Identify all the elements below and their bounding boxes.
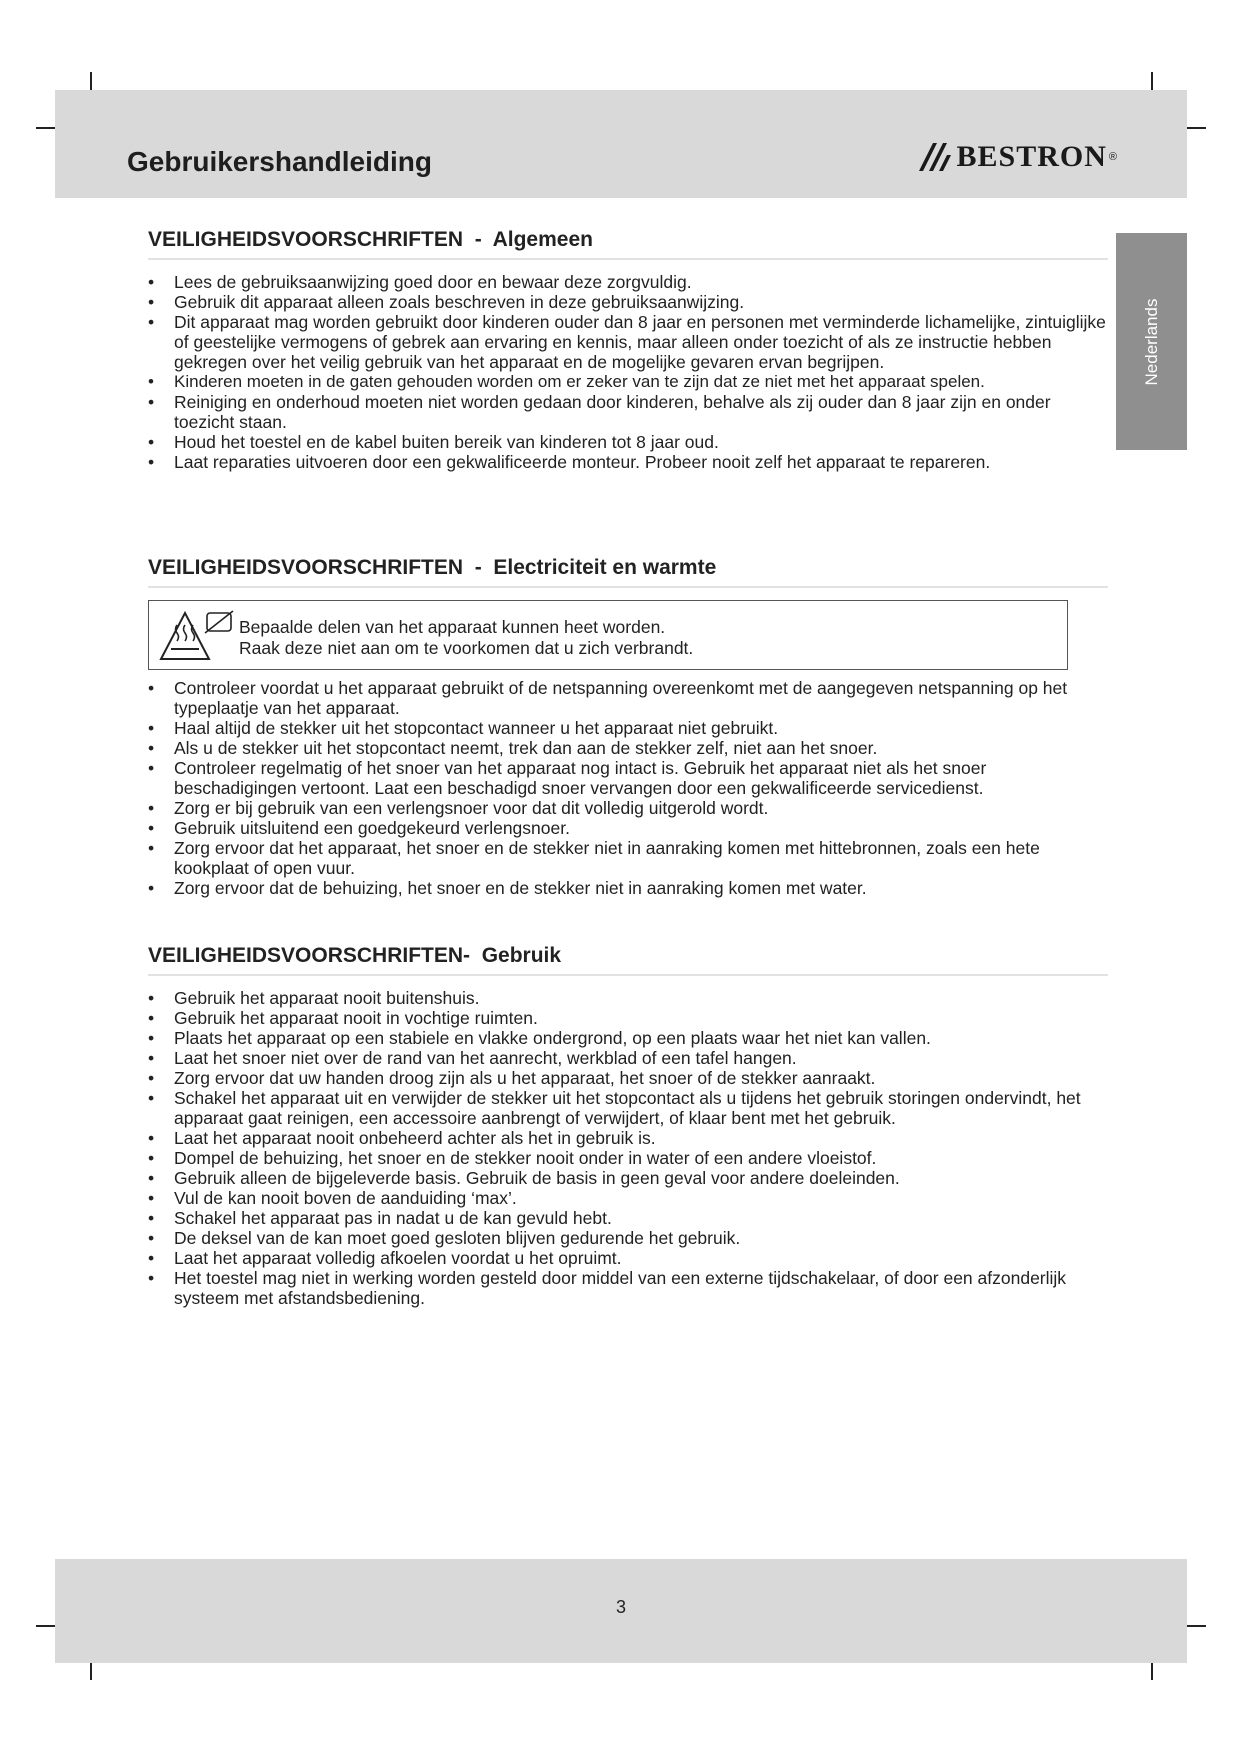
section-title: VEILIGHEIDSVOORSCHRIFTEN - Algemeen — [148, 228, 1108, 260]
warning-text — [239, 617, 693, 659]
list-item: • Houd het toestel en de kabel buiten bereik van kinderen tot 8 jaar oud. — [148, 432, 1108, 452]
brand-name: BESTRON — [956, 140, 1107, 173]
language-tab — [1116, 233, 1187, 450]
list-item: • Gebruik dit apparaat alleen zoals beschreven in deze gebruiksaanwijzing. — [148, 292, 1108, 312]
bullet-list — [148, 678, 1108, 898]
hot-surface-warning-icon — [157, 607, 237, 663]
section-electriciteit — [148, 556, 1108, 898]
list-item: • Reiniging en onderhoud moeten niet worden gedaan door kinderen, behalve als zij ouder dan 8 jaar zijn en onder toezicht staan. — [148, 392, 1108, 432]
list-item: • Laat reparaties uitvoeren door een gekwalificeerde monteur. Probeer nooit zelf het apparaat te repareren. — [148, 452, 1108, 472]
warning-line: Raak deze niet aan om te voorkomen dat u zich verbrandt. — [239, 638, 694, 658]
brand-chevron-icon — [917, 141, 957, 173]
page-title: Gebruikershandleiding — [127, 146, 432, 177]
list-item: • Laat het apparaat volledig afkoelen voordat u het opruimt. — [148, 1248, 1108, 1268]
list-item: • Gebruik alleen de bijgeleverde basis. Gebruik de basis in geen geval voor andere doeleinden. — [148, 1168, 1108, 1188]
hot-surface-warning — [148, 600, 1068, 670]
brand-registered-mark: ® — [1108, 151, 1117, 163]
section-gebruik — [148, 944, 1108, 1308]
list-item: • Zorg ervoor dat het apparaat, het snoer en de stekker niet in aanraking komen met hittebronnen, zoals een hete kookplaat of open vuur. — [148, 838, 1108, 878]
list-item: • Zorg ervoor dat de behuizing, het snoer en de stekker niet in aanraking komen met water. — [148, 878, 1108, 898]
list-item: • Zorg ervoor dat uw handen droog zijn als u het apparaat, het snoer of de stekker aanraakt. — [148, 1068, 1108, 1088]
list-item: • Vul de kan nooit boven de aanduiding ‘max’. — [148, 1188, 1108, 1208]
brand-logo — [917, 140, 1118, 174]
section-title: VEILIGHEIDSVOORSCHRIFTEN- Gebruik — [148, 944, 1108, 976]
section-algemeen — [148, 228, 1108, 472]
warning-line: Bepaalde delen van het apparaat kunnen heet worden. — [239, 617, 666, 637]
list-item: • Gebruik het apparaat nooit buitenshuis. — [148, 988, 1108, 1008]
language-tab-label: Nederlands — [1141, 298, 1161, 385]
header-band — [55, 90, 1187, 198]
list-item: • Kinderen moeten in de gaten gehouden worden om er zeker van te zijn dat ze niet met het apparaat spelen. — [148, 372, 1108, 392]
footer-band — [55, 1559, 1187, 1663]
list-item: • Gebruik het apparaat nooit in vochtige ruimten. — [148, 1008, 1108, 1028]
list-item: • Zorg er bij gebruik van een verlengsnoer voor dat dit volledig uitgerold wordt. — [148, 798, 1108, 818]
list-item: • Dit apparaat mag worden gebruikt door kinderen ouder dan 8 jaar en personen met verminderde lichamelijke, zintuiglijke of geestelijke vermogens of gebrek aan ervaring en kennis, maar alleen onder toezicht of als ze instructie hebben gekregen over het veilig gebruik van het apparaat en de mogelijke gevaren ervan begrijpen. — [148, 312, 1108, 372]
list-item: • Haal altijd de stekker uit het stopcontact wanneer u het apparaat niet gebruikt. — [148, 718, 1108, 738]
section-title: VEILIGHEIDSVOORSCHRIFTEN - Electriciteit en warmte — [148, 556, 1108, 588]
list-item: • Controleer regelmatig of het snoer van het apparaat nog intact is. Gebruik het apparaat niet als het snoer beschadigingen vertoont. Laat een beschadigd snoer vervangen door een gekwalificeerde servicedienst. — [148, 758, 1108, 798]
list-item: • Dompel de behuizing, het snoer en de stekker nooit onder in water of een andere vloeistof. — [148, 1148, 1108, 1168]
list-item: • Laat het snoer niet over de rand van het aanrecht, werkblad of een tafel hangen. — [148, 1048, 1108, 1068]
page-number: 3 — [615, 1597, 626, 1617]
list-item: • Controleer voordat u het apparaat gebruikt of de netspanning overeenkomt met de aangegeven netspanning op het typeplaatje van het apparaat. — [148, 678, 1108, 718]
list-item: • De deksel van de kan moet goed gesloten blijven gedurende het gebruik. — [148, 1228, 1108, 1248]
list-item: • Laat het apparaat nooit onbeheerd achter als het in gebruik is. — [148, 1128, 1108, 1148]
list-item: • Lees de gebruiksaanwijzing goed door en bewaar deze zorgvuldig. — [148, 272, 1108, 292]
list-item: • Schakel het apparaat uit en verwijder de stekker uit het stopcontact als u tijdens het gebruik storingen ondervindt, het apparaat gaat reinigen, een accessoire aanbrengt of verwijdert, of klaar bent met het gebruik. — [148, 1088, 1108, 1128]
bullet-list — [148, 988, 1108, 1308]
list-item: • Gebruik uitsluitend een goedgekeurd verlengsnoer. — [148, 818, 1108, 838]
list-item: • Als u de stekker uit het stopcontact neemt, trek dan aan de stekker zelf, niet aan het snoer. — [148, 738, 1108, 758]
list-item: • Het toestel mag niet in werking worden gesteld door middel van een externe tijdschakelaar, of door een afzonderlijk systeem met afstandsbediening. — [148, 1268, 1108, 1308]
list-item: • Schakel het apparaat pas in nadat u de kan gevuld hebt. — [148, 1208, 1108, 1228]
bullet-list — [148, 272, 1108, 472]
list-item: • Plaats het apparaat op een stabiele en vlakke ondergrond, op een plaats waar het niet kan vallen. — [148, 1028, 1108, 1048]
